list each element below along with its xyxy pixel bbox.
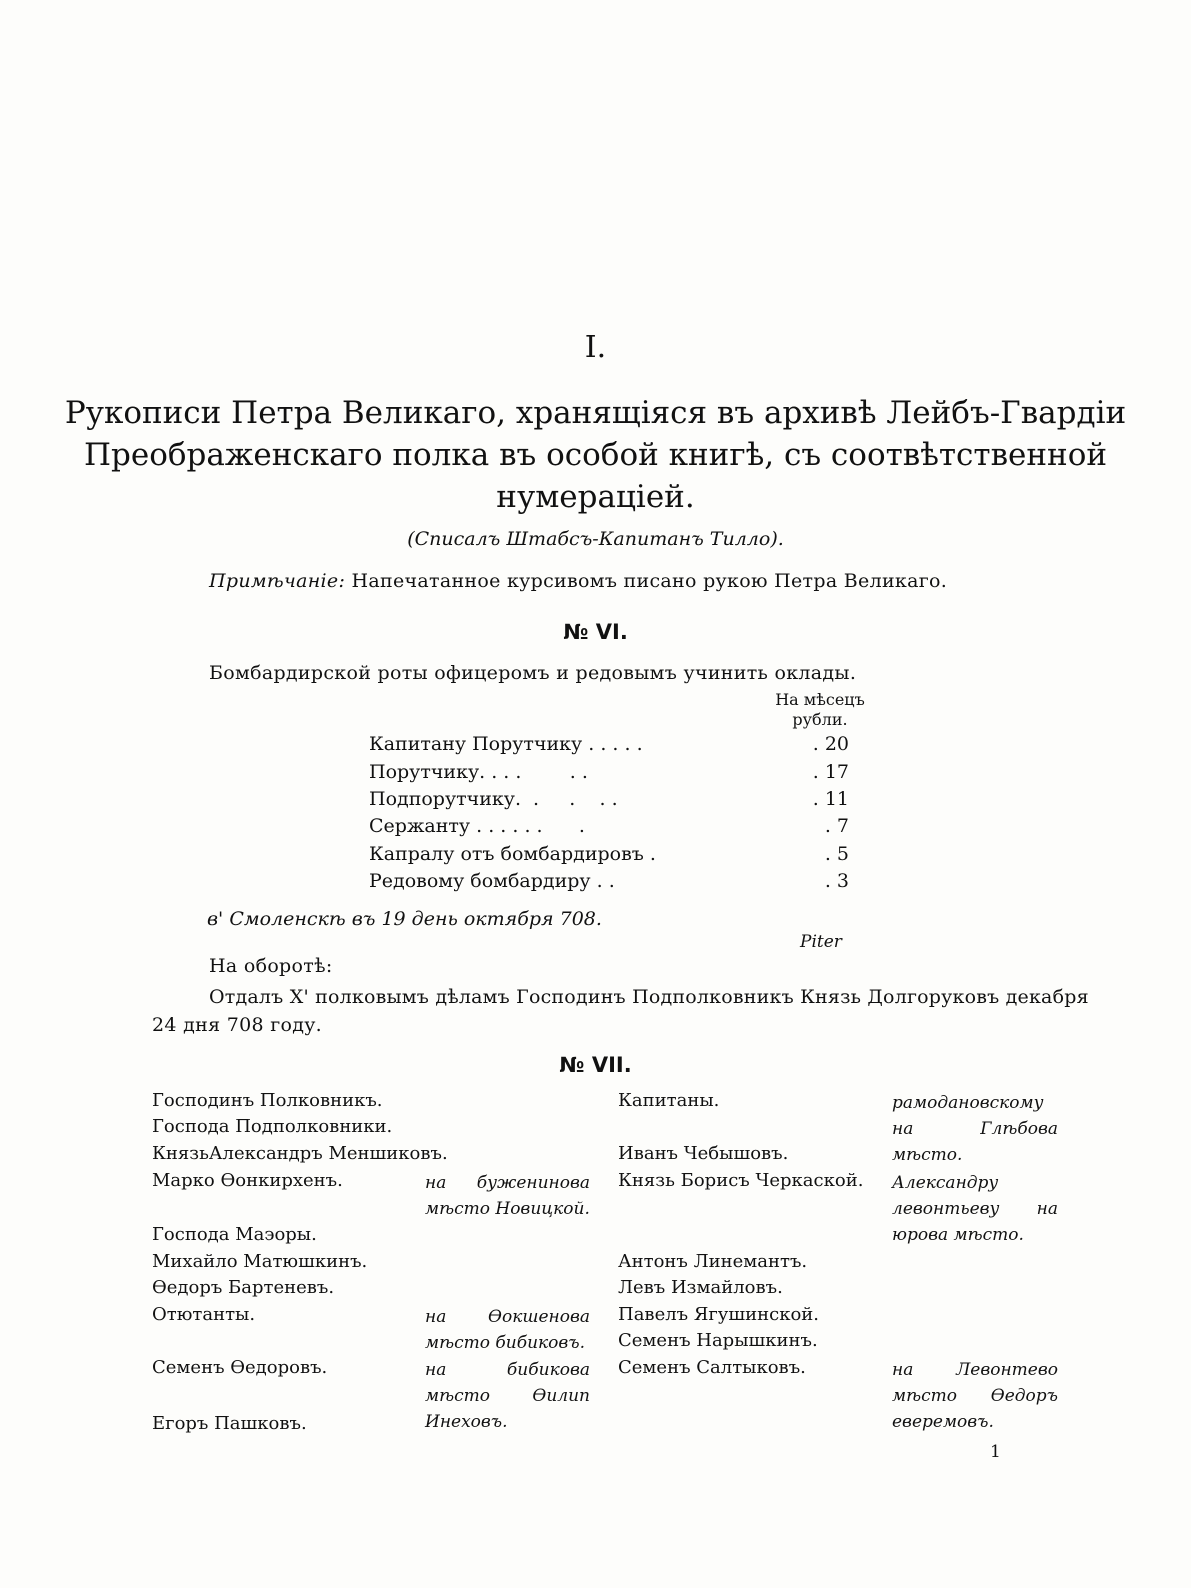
doc7-left-name: Господинъ Полковникъ. [152, 1090, 383, 1111]
doc7-right-name: Семенъ Нарышкинъ. [618, 1330, 818, 1351]
salary-row-value: . 5 [824, 843, 849, 865]
salary-row-value: . 3 [824, 870, 849, 892]
remark-label: Примѣчаніе: [209, 570, 346, 592]
doc7-right-note: Александру левонтьеву на юрова мѣсто. [892, 1173, 1058, 1245]
doc6-reverse-label: На оборотѣ: [209, 955, 333, 977]
salary-row [369, 788, 849, 816]
title-line-2: Преображенскаго полка въ особой книгѣ, съ соотвѣтственной [83, 437, 1108, 473]
column-header-line-1: На мѣсецъ [775, 690, 865, 709]
doc7-right-name: Павелъ Ягушинской. [618, 1304, 819, 1325]
salary-row [369, 843, 849, 871]
doc7-left-name: Өедоръ Бартеневъ. [152, 1277, 335, 1298]
salary-row [369, 761, 849, 789]
doc7-right-name: Иванъ Чебышовъ. [618, 1143, 789, 1164]
doc6-signature: Piter [800, 932, 842, 952]
salary-row [369, 815, 849, 843]
remark-text: Напечатанное курсивомъ писано рукою Петра Великаго. [351, 570, 948, 592]
salary-row-label: Сержанту . . . . . . . [369, 815, 585, 837]
salary-row-value: . 11 [812, 788, 849, 810]
doc7-right-note: на Левонтево мѣсто Өедоръ еверемовъ. [892, 1360, 1058, 1432]
doc7-right-name: Капитаны. [618, 1090, 720, 1111]
salary-row-label: Подпорутчику. . . . . [369, 788, 618, 810]
page-number: 1 [990, 1442, 1001, 1462]
doc7-left-name: Господа Подполковники. [152, 1116, 393, 1137]
doc7-right-name: Антонъ Линемантъ. [618, 1251, 808, 1272]
salary-row-label: Редовому бомбардиру . . [369, 870, 615, 892]
doc7-left-name: КнязьАлександръ Меншиковъ. [152, 1143, 448, 1164]
doc7-left-name: Михайло Матюшкинъ. [152, 1251, 368, 1272]
salary-row-label: Порутчику. . . . . . [369, 761, 588, 783]
doc6-reverse-text-1: Отдалъ Х' полковымъ дѣламъ Господинъ Подполковникъ Князь Долгоруковъ декабря [209, 986, 1089, 1008]
copied-by-note: (Списалъ Штабсъ-Капитанъ Тилло). [407, 528, 784, 550]
doc7-right-name: Семенъ Салтыковъ. [618, 1357, 806, 1378]
doc7-right-note: рамодановскому на Глѣбова мѣсто. [892, 1093, 1058, 1165]
doc6-number: № VI. [563, 620, 628, 644]
column-header-line-2: рубли. [792, 710, 848, 729]
remark [209, 570, 947, 592]
doc7-left-note: на буженинова мѣсто Новицкой. [425, 1173, 590, 1219]
salary-row-value: . 7 [824, 815, 849, 837]
doc6-column-header [770, 690, 870, 730]
section-number: I. [584, 330, 607, 365]
doc7-left-name: Господа Маэоры. [152, 1224, 317, 1245]
salary-row-label: Капралу отъ бомбардировъ . [369, 843, 656, 865]
salary-row-label: Капитану Порутчику . . . . . [369, 733, 643, 755]
doc7-right-name: Левъ Измайловъ. [618, 1277, 783, 1298]
doc7-left-note: на бибикова мѣсто Өилип Инеховъ. [425, 1360, 590, 1432]
salary-row-value: . 20 [812, 733, 849, 755]
doc6-intro: Бомбардирской роты офицеромъ и редовымъ учинить оклады. [209, 662, 857, 684]
title-line-1: Рукописи Петра Великаго, хранящіяся въ архивѣ Лейбъ-Гвардіи [64, 395, 1127, 431]
salary-row-value: . 17 [812, 761, 849, 783]
doc7-right-name: Князь Борисъ Черкаской. [618, 1170, 864, 1191]
doc7-left-name: Отютанты. [152, 1304, 256, 1325]
title-line-3: нумераціей. [496, 479, 695, 515]
doc7-left-name: Семенъ Өедоровъ. [152, 1357, 328, 1378]
doc6-place-date: в' Смоленскѣ въ 19 день октября 708. [207, 908, 602, 930]
doc7-left-name: Егоръ Пашковъ. [152, 1413, 307, 1434]
doc7-left-name: Марко Өонкирхенъ. [152, 1170, 343, 1191]
doc7-left-note: на Өокшенова мѣсто бибиковъ. [425, 1307, 590, 1353]
doc6-reverse-text-2: 24 дня 708 году. [152, 1014, 323, 1036]
salary-row [369, 733, 849, 761]
salary-row [369, 870, 849, 898]
doc7-number: № VII. [559, 1053, 632, 1077]
